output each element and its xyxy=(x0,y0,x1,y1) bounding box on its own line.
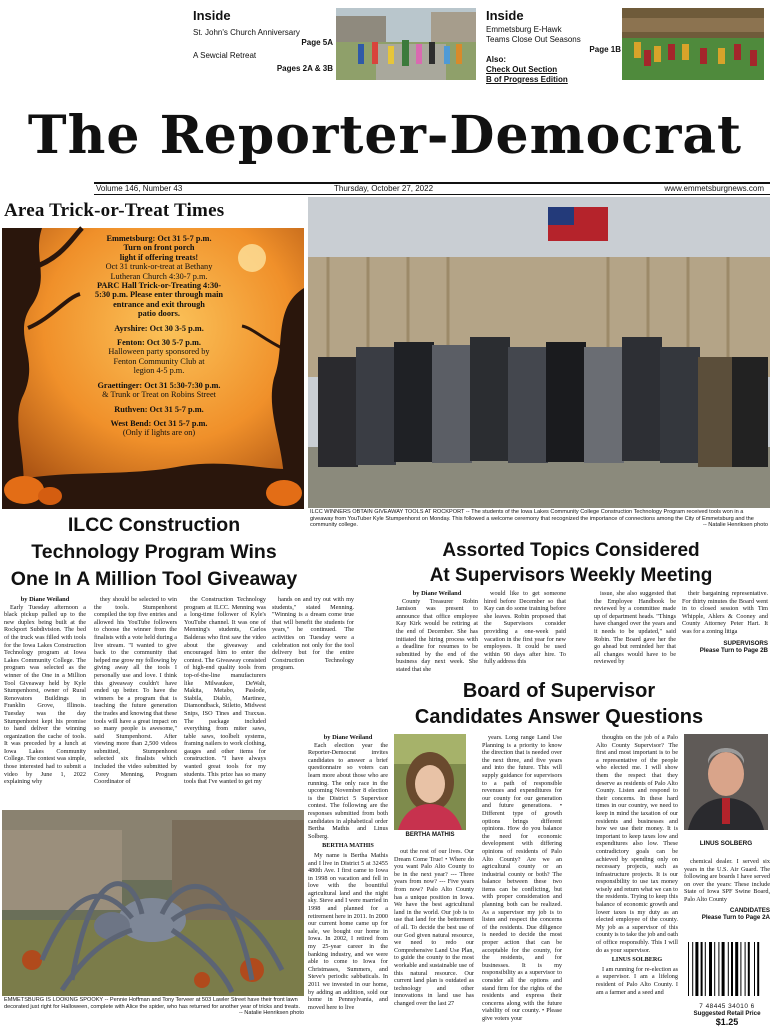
barcode-bar xyxy=(688,942,689,996)
ilcc-col-3-text: the Construction Technology program at ILCC. Menning was a long-time follower of Kyle's YouTube channel. It was one of Menning's students, Carlos Balderas who first saw the video about the giveaway and encouraged him to enter the contest. The Giveaway consisted of high-end quality tools from top-of-the-line manufacturers like Milwaukee, DeWalt, Makita, Metabo, Paslode, Stabila, Diablo, Martinez, Diamondback, Stiletto, Midwest Snips, ISO Tines and Traxxas. The package included everything from miter saws, table saws, toolbelt systems, framing nailers to work clothing, gauges and other items for construction. "I have always wanted great tools for my students. This prize has so many tools that I've wanted to get my xyxy=(184,596,266,786)
board-headline[interactable] xyxy=(348,678,770,730)
inside-right-teaser[interactable] xyxy=(486,8,621,84)
trick-line: Ruthven: Oct 31 5-7 p.m. xyxy=(114,404,204,414)
trick-line: entrance and exit through xyxy=(113,299,205,309)
barcode-bar xyxy=(709,942,712,996)
trick-line: Lutheran Church 4:30-7 p.m. xyxy=(110,271,208,281)
board-headline-line2: Candidates Answer Questions xyxy=(414,706,704,728)
trick-line: PARC Hall Trick-or-Treating 4:30- xyxy=(96,281,222,291)
mathis-photo[interactable] xyxy=(394,734,466,830)
barcode-bar xyxy=(695,942,698,996)
barcode-bar xyxy=(701,942,703,996)
barcode-bars xyxy=(684,938,770,998)
board-col-4b-text: I am running for re-election as a supervisor. I am a lifelong resident of Palo Alto County. I am a farmer and a seed and xyxy=(596,965,678,996)
barcode-bar xyxy=(740,942,741,996)
teaser-also: Also: xyxy=(486,55,506,64)
board-col-2-text: out the rest of our lives. Our Dream Come True! • Where do you want Palo Alto County to be in the next year? --- Three years from now? --- Five years from now? Palo Alto County has a unique position in Iowa. We have the best agricultural land in the world. Our job is to use that land for the betterment of all. To decide the best use of our God given natural resource, we need to redo our Comprehensive Land Use Plan, to guide the county to the most workable and sustainable use of this natural resource. Our current land plan is outdated as technology and other innovations in land use has changed over the last 27 xyxy=(394,848,474,1007)
board-col-1-text: Each election year the Reporter-Democrat invites candidates to answer a brief questionnaire so voters can learn more about those who are running. The only race in the upcoming November 8 election is the District 5 Supervisor contest. The following are the responses submitted from both candidates in alphabetical order Bertha Mathis and Linus Solberg. xyxy=(308,741,388,840)
mathis-label: BERTHA MATHIS xyxy=(405,832,455,838)
assorted-headline-line1: Assorted Topics Considered xyxy=(442,540,700,561)
trick-schedule xyxy=(46,234,272,443)
ilcc-col-1 xyxy=(4,596,86,806)
teaser-ehawk: Emmetsburg E-Hawk xyxy=(486,25,562,34)
assorted-col-1-text: County Treasurer Robin Jamison was present to announce that office employee Kay Kirk would be retiring at the end of December. She has initiated the hiring process with a deadline for resumes to be submitted by the end of the business day next week. She stated that she xyxy=(396,597,478,673)
board-mathis-subhead: BERTHA MATHIS xyxy=(322,842,374,850)
solberg-portrait xyxy=(684,734,768,830)
mathis-portrait xyxy=(394,734,466,830)
barcode-bar xyxy=(722,942,725,996)
assorted-col-3 xyxy=(594,590,676,672)
trick-graettinger xyxy=(46,381,272,400)
ilcc-col-4-text: hands on and try out with my students," stated Menning. "Winning is a dream come true that will benefit the students for years," he continued. The activities on Tuesday were a celebration not only for the tool delivery but for the entire Construction Technology program. xyxy=(272,596,354,672)
assorted-byline: by Diane Weiland xyxy=(412,590,462,597)
teaser-page-1b: Page 1B xyxy=(589,45,621,54)
barcode-bar xyxy=(731,942,733,996)
teaser-seasons: Teams Close Out Seasons xyxy=(486,35,581,44)
spider-photo[interactable] xyxy=(2,810,304,996)
price-label: Suggested Retail Price xyxy=(693,1010,761,1017)
barcode-bar xyxy=(728,942,729,996)
masthead-date: Thursday, October 27, 2022 xyxy=(334,184,434,193)
trick-line: Fenton: Oct 30 5-7 p.m. xyxy=(117,338,201,348)
masthead-title xyxy=(0,96,770,176)
barcode-box xyxy=(684,938,770,1027)
ilcc-headline[interactable] xyxy=(4,512,304,593)
assorted-col-2 xyxy=(484,590,566,672)
spider-caption-text: EMMETSBURG IS LOOKING SPOOKY -- Pennie Hoffman and Tony Terveer at 503 Lawler Street have their front lawn decorated just right for Halloween, complete with Alice the spider, who has returned for another year of tricks and treats. xyxy=(4,997,301,1010)
trick-line: patio doors. xyxy=(138,309,180,319)
assorted-col-2-text: would like to get someone hired before December so that Kay can do some training before she leaves. Robin proposed that the Supervisors consider providing a one-week paid vacation in the first year for new employees. It could be used within 90 days after hire. To fully address this xyxy=(484,590,566,666)
board-col-4 xyxy=(596,734,678,1016)
trick-line: Fenton Community Club at xyxy=(113,356,205,366)
board-col-3-text: years. Long range Land Use Planning is a priority to know the direction that is needed over the next three, and five years and into the future. This will supply guidance for supervisors to a path of responsible revenues and expenditures for our county for our generation and future generations. • Different type of growth options brings different opinions. How do you balance the need for economic development with differing opinions of residents of Palo Alto County? Are we an agricultural county or an industrial county or both? The balance between these two items can be conflicting, but with proper consideration and planning both can be realized. As a supervisor my job is to listen and respect the concerns of the residents. Due diligence is needed to decide the most proper action that can be acceptable for the county, for the residents, and for businesses. It is my responsibility as a supervisor to consider all the options and stand firm for the rights of the residents and express their concerns along with the future viability of our county. • Please give voters your xyxy=(482,734,562,1022)
board-col-1b-text: My name is Bertha Mathis and I live in District 5 at 32455 480th Ave. I first came to Iowa in 1998 on vacation and fell in love with the bountiful agricultural land and the night sky. Steve and I were married in 1998 and planned for a retirement here in 2011. In 2000 our current home came up for sale, we bought our home in Iowa. In 2002, I retired from my 25-year career in the banking industry, and we were able to come to Iowa for Christmases, Summers, and Steve's periodic sabbaticals. In 2011 we invested in our home, by adding an addition, sold our home in Pennsylvania, and moved here to live xyxy=(308,851,388,1011)
teaser-check-out[interactable]: Check Out Section xyxy=(486,65,558,74)
inside-left-title: Inside xyxy=(193,8,231,23)
giant-spider-lawn-photo xyxy=(2,810,304,996)
ilcc-headline-line1: ILCC Construction xyxy=(67,514,241,536)
teaser-section-b[interactable]: B of Progress Edition xyxy=(486,75,568,84)
board-jump-page[interactable]: Please Turn to Page 2A xyxy=(701,914,770,922)
board-col-2 xyxy=(394,848,474,1016)
trick-line: & Trunk or Treat on Robins Street xyxy=(102,390,216,400)
trick-emmetsburg xyxy=(46,234,272,319)
board-col-5-text: chemical dealer. I served six years in the U.S. Air Guard. The following are boards I have served on over the years: These include State of Iowa SPF Swine Board, Palo Alto County xyxy=(684,858,770,903)
assorted-col-3-text: issue, she also suggested that the Employee Handbook be reviewed by a committee made up of department heads. "Things have changed over the years and it needs to be updated," said Robin. The Board gave her the go ahead but reminded her that all changes would have to be reviewed by xyxy=(594,590,676,666)
main-photo-ilcc[interactable] xyxy=(308,197,770,508)
spider-caption xyxy=(4,997,304,1017)
ilcc-col-1-text: Early Tuesday afternoon a black pickup pulled up to the new duplex being built at the Rockport Subdivision. The bed of the truck was filled with tools for the Iowa Lakes Construction Technology program at Iowa Lakes Community College. The program was selected as the winner of the One in a Million Tool Giveaway held by Kyle Stumpenhorst, owner of Rural Renovators Buildings in Franklin Grove, Illinois. Tuesday was the day Stumpenhorst kept his promise to hand deliver the winning organization the cache of tools. It was preceded by a lunch at Iowa Lakes Community College. The contest was simple, those interested had to submit a video by June 1, 2022 explaining why xyxy=(4,603,86,786)
barcode-digits: 7 48445 34010 6 xyxy=(699,1003,755,1010)
ilcc-byline: by Diane Weiland xyxy=(20,596,70,603)
trick-line: Emmetsburg: Oct 31 5-7 p.m. xyxy=(106,234,212,243)
solberg-label: LINUS SOLBERG xyxy=(699,840,753,847)
trick-line: West Bend: Oct 31 5-7 p.m. xyxy=(110,418,208,428)
barcode-bar xyxy=(754,942,755,996)
assorted-headline[interactable] xyxy=(372,538,770,588)
barcode-bar xyxy=(692,942,693,996)
ilcc-col-3 xyxy=(184,596,266,806)
ilcc-col-4 xyxy=(272,596,354,676)
teaser-st-johns: St. John's Church Anniversary xyxy=(193,28,300,37)
teaser-photo-football[interactable] xyxy=(622,8,764,80)
trick-ayrshire xyxy=(46,324,272,333)
assorted-col-4-text: their bargaining representative. For thirty minutes the Board went in to closed session with Tim Whipple, Ahlers & Cooney and County Attorney Peter Hart. It was for a zoning litiga xyxy=(682,590,768,635)
trick-line: legion 4-5 p.m. xyxy=(133,366,185,376)
price-value: $1.25 xyxy=(715,1017,739,1027)
board-headline-line1: Board of Supervisor xyxy=(462,680,656,702)
ilcc-col-2 xyxy=(94,596,177,806)
football-photo xyxy=(622,8,764,80)
board-col-1 xyxy=(308,734,388,1016)
trick-line: light if offering treats! xyxy=(119,252,199,262)
assorted-headline-line2: At Supervisors Weekly Meeting xyxy=(429,565,713,586)
newspaper-name: The Reporter-Democrat xyxy=(27,105,743,166)
board-col-5 xyxy=(684,858,770,934)
church-kids-photo xyxy=(336,8,476,80)
assorted-col-1 xyxy=(396,590,478,672)
trick-west-bend xyxy=(46,419,272,438)
board-jump-label: CANDIDATES xyxy=(729,906,770,914)
barcode-bar xyxy=(757,942,759,996)
teaser-sewcial: A Sewcial Retreat xyxy=(193,51,257,60)
masthead-website[interactable]: www.emmetsburgnews.com xyxy=(664,184,764,193)
barcode-bar xyxy=(718,942,719,996)
ilcc-headline-line2: Technology Program Wins xyxy=(31,541,277,563)
masthead-volume: Volume 146, Number 43 xyxy=(96,184,183,193)
board-col-3 xyxy=(482,734,562,1022)
board-byline: by Diane Weiland xyxy=(323,734,373,741)
assorted-jump-label: SUPERVISORS xyxy=(723,639,768,647)
trick-line: 5:30 p.m. Please enter through main xyxy=(94,290,224,300)
inside-left-teaser[interactable] xyxy=(193,8,333,78)
trick-title: Area Trick-or-Treat Times xyxy=(4,200,225,221)
teaser-photo-church[interactable] xyxy=(336,8,476,80)
assorted-col-4 xyxy=(682,590,768,672)
barcode-bar xyxy=(735,942,738,996)
solberg-photo[interactable] xyxy=(684,734,768,830)
assorted-jump-page[interactable]: Please Turn to Page 2B xyxy=(699,647,768,655)
ilcc-headline-line3: One In A Million Tool Giveaway xyxy=(10,568,298,590)
board-solberg-subhead: LINUS SOLBERG xyxy=(611,956,663,964)
ilcc-students-photo xyxy=(308,197,770,508)
main-photo-caption-text: ILCC WINNERS OBTAIN GIVEAWAY TOOLS AT ROCKPORT -- The students of the Iowa Lakes Community College Construction Technology Program received tools won in a giveaway from YouTuber Kyle Stumpenhorst on Monday. This followed a welcome ceremony that recognized the importance of connections among the City of Emmetsburg and the community college. xyxy=(310,509,754,528)
spider-credit: -- Natalie Henriksen photo xyxy=(239,1010,304,1016)
inside-right-title: Inside xyxy=(486,8,524,23)
barcode-bar xyxy=(714,942,715,996)
trick-line: Halloween party sponsored by xyxy=(108,347,210,357)
trick-ruthven xyxy=(46,405,272,414)
trick-line: Turn on front porch xyxy=(123,243,195,253)
barcode-bar xyxy=(705,942,706,996)
barcode-bar xyxy=(745,942,746,996)
main-photo-credit: -- Natalie Henriksen photo xyxy=(703,522,768,528)
teaser-page-5a: Page 5A xyxy=(301,38,333,47)
masthead-rule-bottom xyxy=(94,194,770,195)
barcode-bar xyxy=(748,942,750,996)
trick-line: Ayrshire: Oct 30 3-5 p.m. xyxy=(114,323,204,333)
main-photo-caption xyxy=(310,509,768,529)
trick-fenton xyxy=(46,338,272,376)
trick-line: Graettinger: Oct 31 5:30-7:30 p.m. xyxy=(97,380,221,390)
trick-line: (Only if lights are on) xyxy=(122,428,196,438)
trick-line: Oct 31 trunk-or-treat at Bethany xyxy=(105,262,213,272)
trick-box xyxy=(2,228,304,509)
board-col-4-text: thoughts on the job of a Palo Alto County Supervisor? The first and most important is to be a representative of the people who elected me. I will show them the respect that they deserve as residents of Palo Alto County. Listen and respond to their concerns. In these hard times in our country, we need to keep in mind the taxation of our residents and businesses and how we use their money. It is important to keep taxes low and expenditures also low. These contradictory goals can be achieved by spending only on necessary projects, such as infrastructure projects. It is our responsibility to use tax money wisely and return what we can to the residents. Trying to keep this balance of economic growth and lower taxes is my duty as an elected employee of the county. My job as a supervisor of this county is to take the job and oath of office responsibly. This I will do as your supervisor. xyxy=(596,734,678,954)
ilcc-col-2-text: they should be selected to win the tools. Stumpenhorst compiled the top five entries and allowed his YouTube followers to choose the winner from the finalists with a vote held during a live stream. "I wanted to give back to the community that helped me grow my following by giving away all the tools I personally use and love. I think this giveaway couldn't have ended up better. To have the winners be a program that is teaching the future generation the trades and knowing that these tools will have a great impact on so many people is awesome," said Stumpenhorst. After viewing more than 2,500 videos submitted, Stumpenhorst selected six finalists which included the video submitted by Corey Menning, Program Coordinator of xyxy=(94,596,177,786)
teaser-pages-2a-3b: Pages 2A & 3B xyxy=(276,64,333,73)
